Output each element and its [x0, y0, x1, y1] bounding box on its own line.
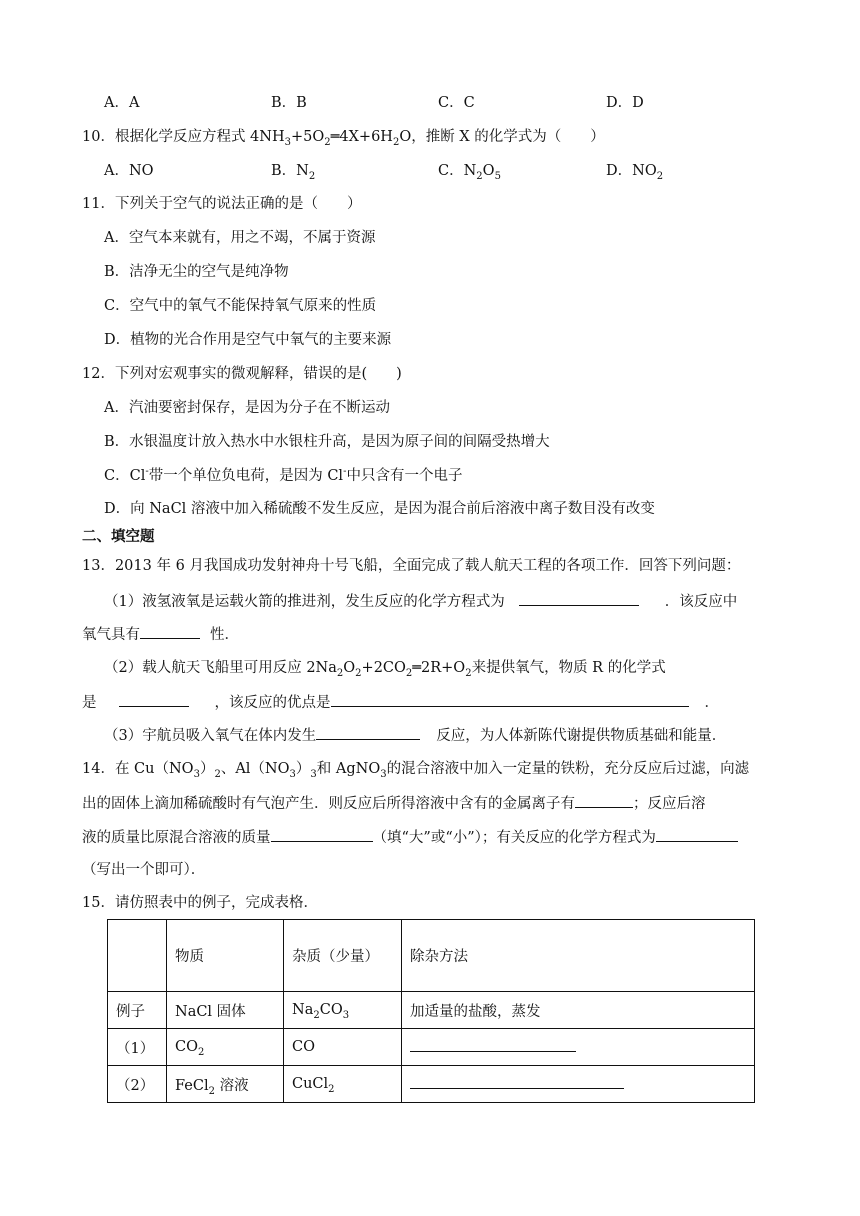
q12-stem: 12．下列对宏观事实的微观解释，错误的是( ) — [82, 366, 402, 382]
q13-blank-formula-r[interactable] — [119, 692, 189, 707]
q11-option-d: D．植物的光合作用是空气中氧气的主要来源 — [104, 332, 392, 348]
q10-stem: 10．根据化学反应方程式 $4NH_3+5O_2═4X+6H_2O$，推断 X 的化学式为（ ） — [82, 129, 605, 148]
table-cell-label: 例子 — [108, 992, 167, 1029]
q10-option-c: C．$N_2O_5$ — [438, 163, 501, 182]
q15-blank-method-2[interactable] — [410, 1076, 624, 1089]
table-cell-label: （2） — [108, 1066, 167, 1103]
table-cell-impurity: CO — [284, 1029, 402, 1066]
q12-option-c: C．Cl-带一个单位负电荷，是因为 Cl-中只含有一个电子 — [104, 466, 463, 484]
q14-blank-mass[interactable] — [271, 827, 373, 842]
table-header-cell: 除杂方法 — [402, 920, 755, 992]
q13-blank-equation[interactable] — [519, 591, 639, 606]
q9-option-c: C．C — [438, 95, 475, 111]
table-cell-method: 加适量的盐酸，蒸发 — [402, 992, 755, 1029]
q11-option-a: A．空气本来就有，用之不竭，不属于资源 — [104, 230, 376, 246]
q13-part3: （3）宇航员吸入氧气在体内发生 反应，为人体新陈代谢提供物质基础和能量． — [104, 725, 726, 746]
q12-option-a: A．汽油要密封保存，是因为分子在不断运动 — [104, 400, 390, 416]
q9-option-a: A．A — [104, 95, 140, 111]
q14-line4: （写出一个即可）． — [82, 862, 206, 878]
table-cell-impurity: $Na_2CO_3$ — [284, 992, 402, 1029]
table-cell-method — [402, 1029, 755, 1066]
q14-line1: 14．在 $Cu(NO_3)_2$、$Al(NO_3)_3$和 AgNO$_3$的混合溶液中加入一定量的铁粉，充分反应后过滤，向滤 — [82, 761, 750, 780]
table-header-row — [108, 920, 755, 992]
table-row — [108, 1066, 755, 1103]
q9-option-b: B．B — [271, 95, 307, 111]
table-cell-substance: NaCl 固体 — [167, 992, 284, 1029]
q14-blank-ions[interactable] — [575, 793, 633, 808]
q14-line3: 液的质量比原混合溶液的质量 （填“大”或“小”）；有关反应的化学方程式为 — [82, 827, 738, 848]
q11-option-b: B．洁净无尘的空气是纯净物 — [104, 264, 289, 280]
q10-option-d: D．$NO_2$ — [606, 163, 664, 182]
table-cell-label: （1） — [108, 1029, 167, 1066]
q13-part1-line2: 氧气具有 性． — [82, 624, 239, 645]
q14-line2: 出的固体上滴加稀硫酸时有气泡产生．则反应后所得溶液中含有的金属离子有 ；反应后溶 — [82, 793, 706, 814]
table-header-cell: 物质 — [167, 920, 284, 992]
q14-blank-equation[interactable] — [656, 827, 738, 842]
q13-part2-line1: （2）载人航天飞船里可用反应 $2Na_2O_2+2CO_2═2R+O_2$来提供氧气，物质 R 的化学式 — [104, 660, 666, 679]
section-heading-fill-in: 二、填空题 — [82, 529, 155, 545]
table-header-cell: 杂质（少量） — [284, 920, 402, 992]
q11-option-c: C．空气中的氧气不能保持氧气原来的性质 — [104, 298, 377, 314]
q15-stem: 15．请仿照表中的例子，完成表格． — [82, 895, 318, 911]
q13-part1-line1: （1）液氢液氧是运载火箭的推进剂，发生反应的化学方程式为 ．该反应中 — [104, 591, 737, 612]
table-cell-method — [402, 1066, 755, 1103]
table-cell-impurity: CuCl$_2$ — [284, 1066, 402, 1103]
q15-table — [107, 919, 755, 1103]
q15-blank-method-1[interactable] — [410, 1039, 576, 1052]
q12-option-d: D．向 NaCl 溶液中加入稀硫酸不发生反应，是因为混合前后溶液中离子数目没有改变 — [104, 501, 655, 517]
q13-blank-property[interactable] — [140, 624, 200, 639]
table-row — [108, 992, 755, 1029]
q13-part2-line2: 是 ，该反应的优点是 ． — [82, 692, 719, 713]
q10-option-b: B．$N_2$ — [271, 163, 316, 182]
table-header-cell — [108, 920, 167, 992]
q12-option-b: B．水银温度计放入热水中水银柱升高，是因为原子间的间隔受热增大 — [104, 434, 550, 450]
table-row — [108, 1029, 755, 1066]
q9-option-d: D．D — [606, 95, 644, 111]
q13-stem: 13．2013 年 6 月我国成功发射神舟十号飞船，全面完成了载人航天工程的各项工作．回答下列问题： — [82, 558, 741, 574]
q13-blank-reaction[interactable] — [316, 725, 420, 740]
table-cell-substance: FeCl$_2$ 溶液 — [167, 1066, 284, 1103]
q10-option-a: A．NO — [104, 163, 154, 179]
q11-stem: 11．下列关于空气的说法正确的是（ ） — [82, 196, 362, 212]
table-cell-substance: $CO_2$ — [167, 1029, 284, 1066]
q13-blank-advantage[interactable] — [331, 692, 689, 707]
